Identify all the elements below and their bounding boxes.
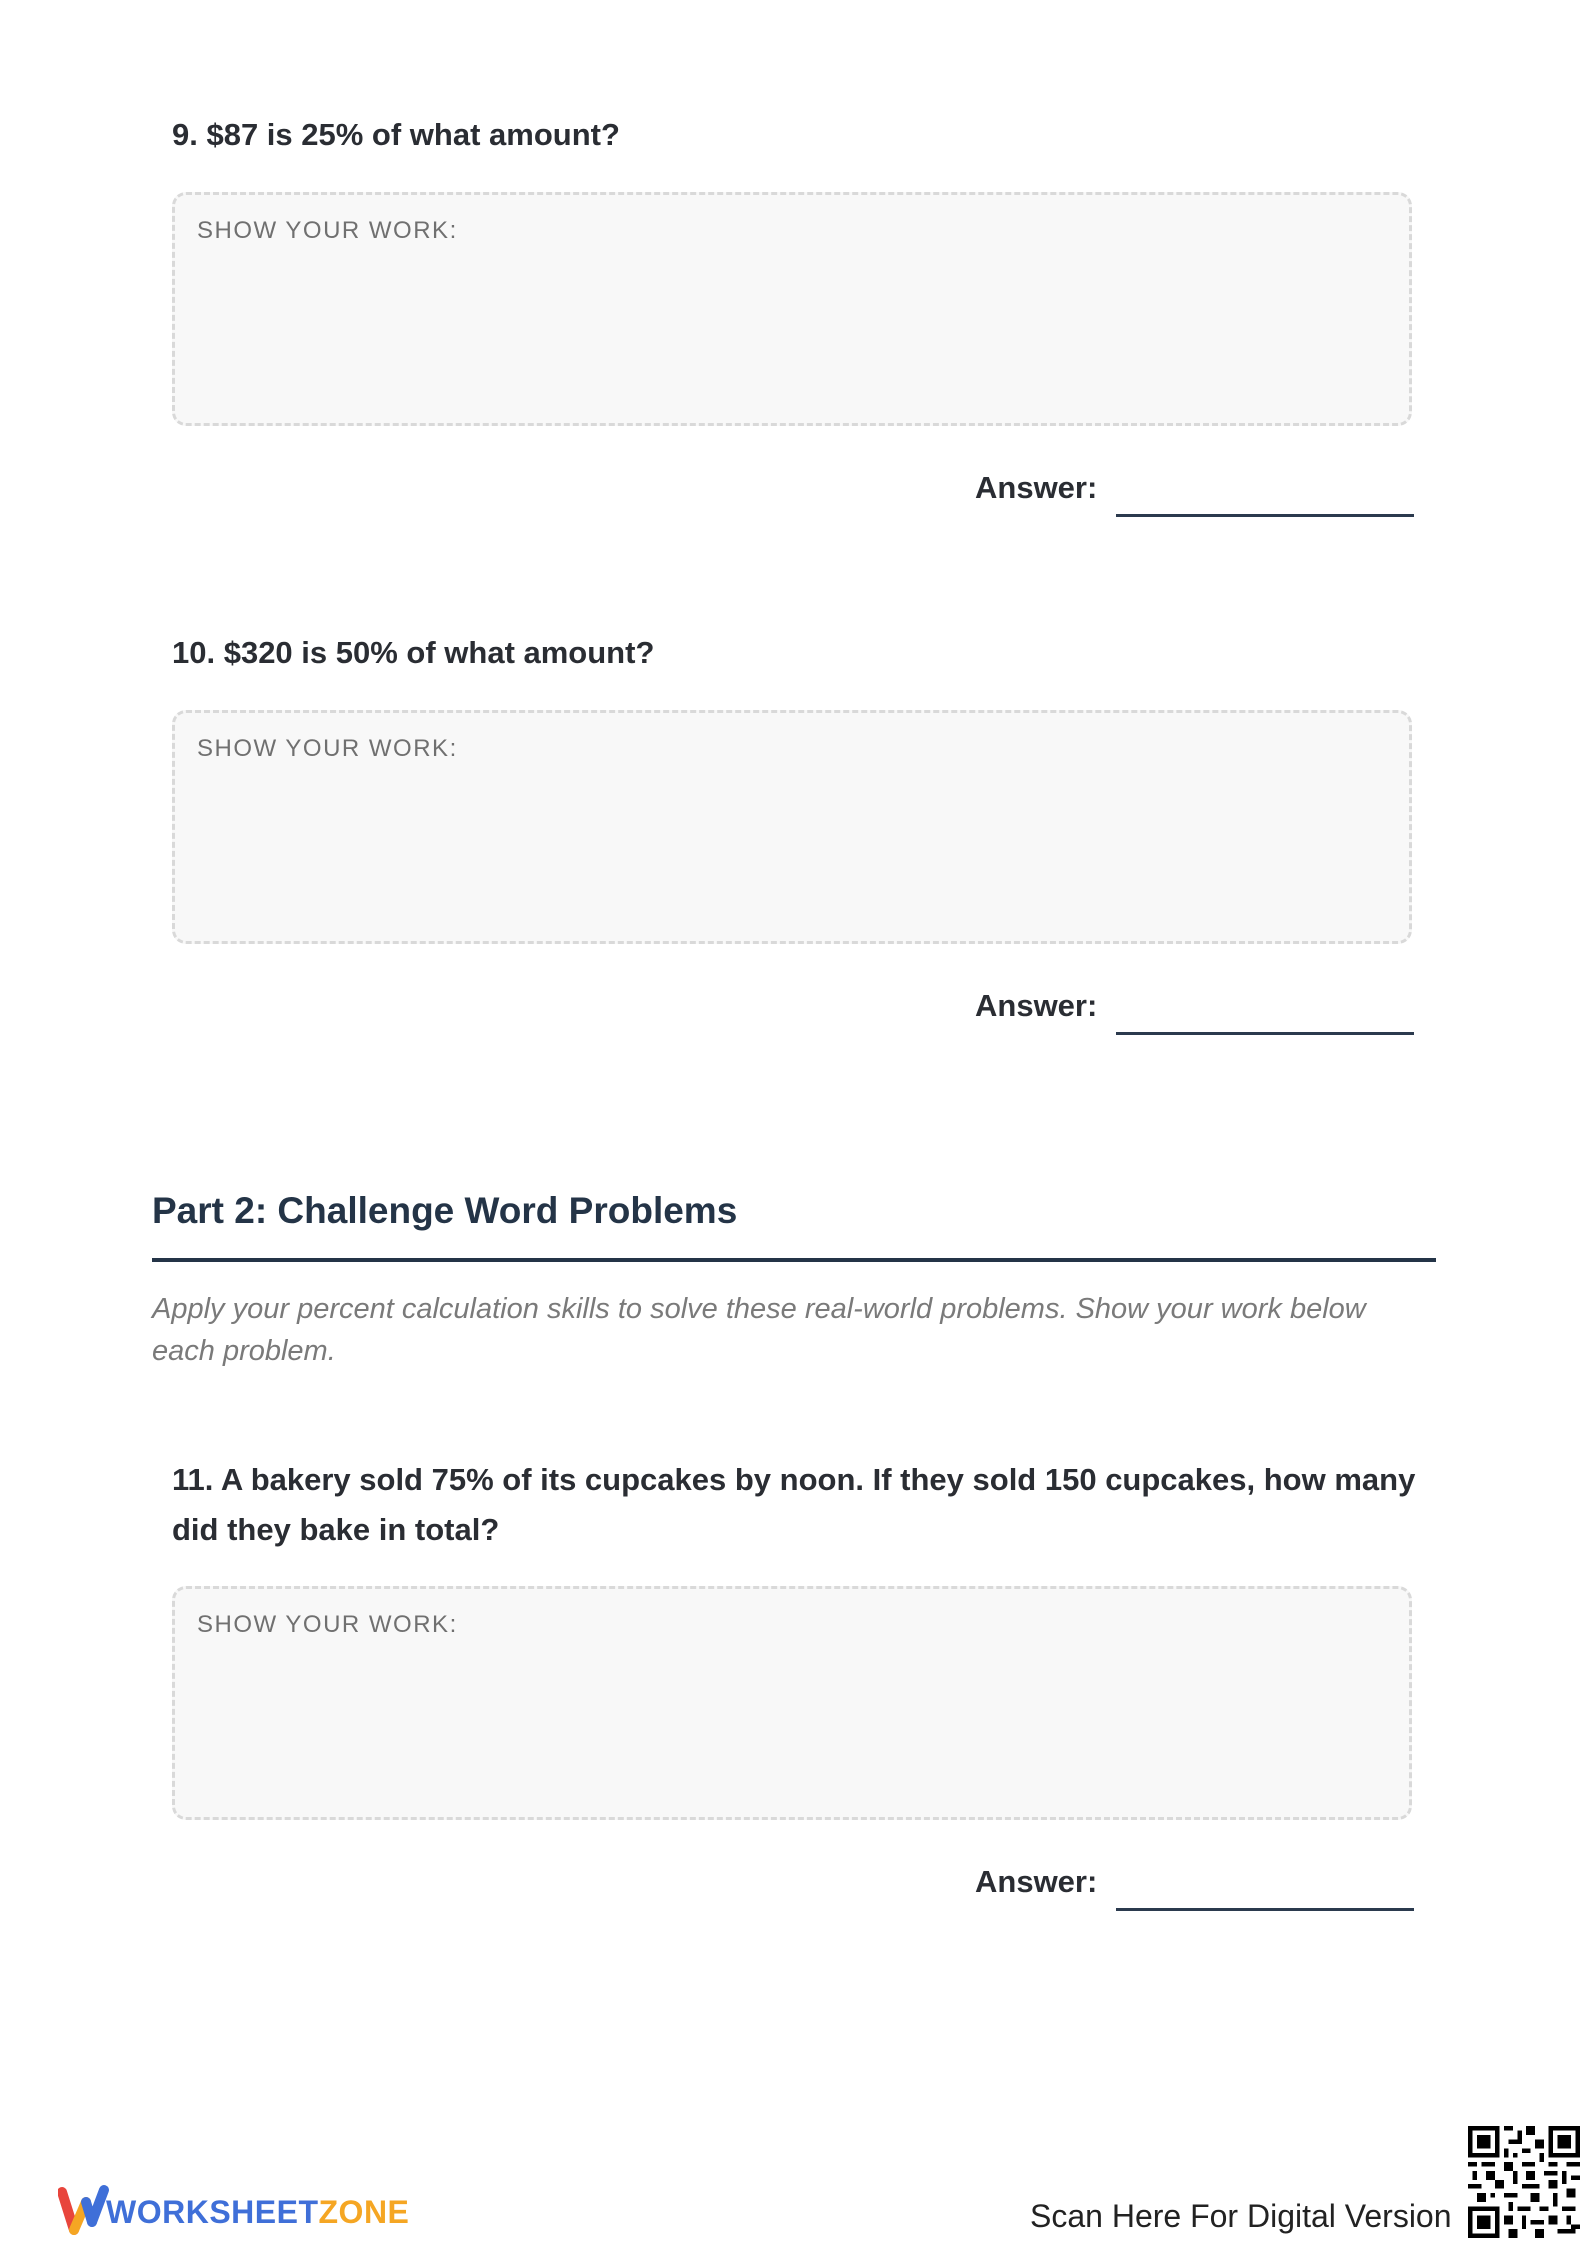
scan-instruction: Scan Here For Digital Version: [1030, 2198, 1452, 2234]
question-9: 9. $87 is 25% of what amount?: [172, 117, 620, 152]
logo-text-part1: WORKSHEET: [106, 2194, 319, 2230]
work-box-9[interactable]: [172, 192, 1412, 426]
answer-line-9[interactable]: [1116, 514, 1414, 517]
answer-label-11: Answer:: [975, 1864, 1098, 1899]
work-label: SHOW YOUR WORK:: [197, 1611, 458, 1638]
section-instructions: Apply your percent calculation skills to solve these real-world problems. Show your work below each problem.: [152, 1293, 1366, 1367]
question-10: 10. $320 is 50% of what amount?: [172, 635, 655, 670]
section-divider: [152, 1258, 1436, 1262]
answer-label-10: Answer:: [975, 988, 1098, 1023]
answer-label-9: Answer:: [975, 470, 1098, 505]
work-label: SHOW YOUR WORK:: [197, 217, 458, 244]
work-box-10[interactable]: [172, 710, 1412, 944]
answer-line-10[interactable]: [1116, 1032, 1414, 1035]
logo-text: [106, 2194, 409, 2231]
section-title: Part 2: Challenge Word Problems: [152, 1190, 738, 1231]
work-label: SHOW YOUR WORK:: [197, 735, 458, 762]
worksheetzone-logo[interactable]: [58, 2182, 418, 2238]
qr-code-icon[interactable]: [1468, 2126, 1580, 2238]
logo-text-part2: ZONE: [318, 2194, 410, 2230]
answer-line-11[interactable]: [1116, 1908, 1414, 1911]
work-box-11[interactable]: [172, 1586, 1412, 1820]
question-11: 11. A bakery sold 75% of its cupcakes by noon. If they sold 150 cupcakes, how many did they bake in total?: [172, 1462, 1416, 1547]
